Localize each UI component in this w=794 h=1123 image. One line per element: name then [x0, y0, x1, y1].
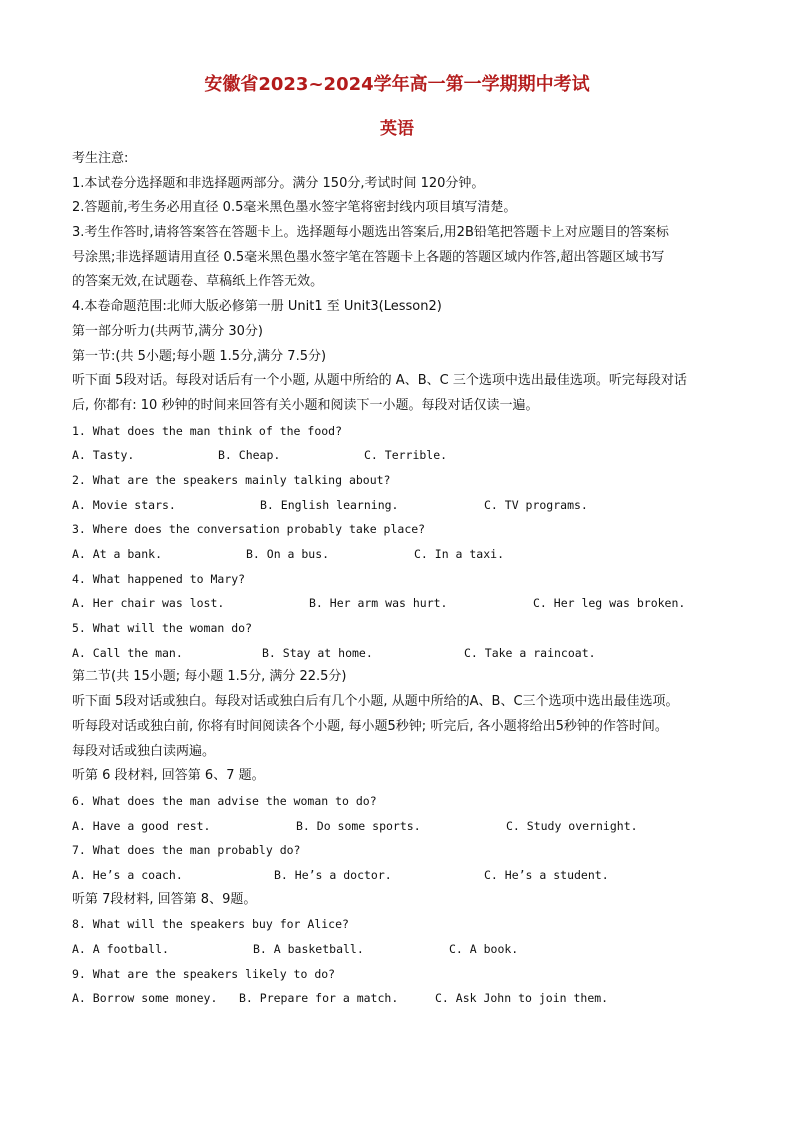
option-c: C. Terrible.: [364, 448, 448, 463]
options-2: [72, 493, 724, 518]
exam-body: [72, 147, 724, 1011]
option-c: C. Take a raincoat.: [464, 645, 596, 660]
option-c: C. In a taxi.: [414, 547, 505, 561]
options-5: [72, 641, 724, 666]
part1-heading: 第一部分听力(共两节,满分 30分): [72, 323, 263, 339]
subject-title: 英语: [380, 119, 414, 139]
notice-item: 4.本卷命题范围:北师大版必修第一册 Unit1 至 Unit3(Lesson2): [72, 299, 442, 315]
options-3: [72, 542, 724, 567]
exam-title: 安徽省2023~2024学年高一第一学期期中考试: [204, 74, 590, 95]
option-a: A. Movie stars.: [72, 497, 176, 512]
option-c: C. Study overnight.: [506, 818, 638, 833]
material-7-heading: 听第 7段材料, 回答第 8、9题。: [72, 891, 257, 907]
option-b: B. Her arm was hurt.: [309, 596, 448, 611]
option-a: A. Call the man.: [72, 645, 183, 660]
notice-item: 3.考生作答时,请将答案答在答题卡上。选择题每小题选出答案后,用2B铅笔把答题卡上对应题目的答案标: [72, 225, 669, 241]
section2-heading: 第二节(共 15小题; 每小题 1.5分, 满分 22.5分): [72, 669, 347, 685]
options-1: [72, 443, 724, 468]
option-b: B. English learning.: [260, 497, 399, 512]
option-a: A. He’s a coach.: [72, 867, 183, 882]
option-a: A. A football.: [72, 942, 169, 956]
option-c: C. TV programs.: [484, 497, 588, 512]
option-a: A. At a bank.: [72, 547, 163, 561]
question-6: 6. What does the man advise the woman to do?: [72, 793, 377, 808]
question-9: 9. What are the speakers likely to do?: [72, 966, 336, 981]
option-a: A. Borrow some money.: [72, 991, 218, 1006]
question-2: 2. What are the speakers mainly talking about?: [72, 472, 391, 487]
notice-item: 的答案无效,在试题卷、草稿纸上作答无效。: [72, 274, 324, 290]
option-b: B. Prepare for a match.: [239, 991, 399, 1006]
question-8: 8. What will the speakers buy for Alice?: [72, 917, 349, 932]
notice-item: 2.答题前,考生务必用直径 0.5毫米黑色墨水签字笔将密封线内项目填写清楚。: [72, 200, 517, 216]
option-c: C. He’s a student.: [484, 867, 609, 882]
notice-heading: 考生注意:: [72, 151, 129, 166]
question-4: 4. What happened to Mary?: [72, 571, 246, 586]
option-b: B. Do some sports.: [296, 818, 421, 833]
section1-instructions: 后, 你都有: 10 秒钟的时间来回答有关小题和阅读下一小题。每段对话仅读一遍。: [72, 397, 539, 413]
option-b: B. He’s a doctor.: [274, 867, 392, 882]
options-4: [72, 591, 724, 616]
option-c: C. Her leg was broken.: [533, 596, 686, 611]
option-a: A. Tasty.: [72, 448, 135, 463]
options-9: [72, 986, 724, 1011]
options-7: [72, 863, 724, 888]
section1-heading: 第一节:(共 5小题;每小题 1.5分,满分 7.5分): [72, 348, 327, 364]
options-6: [72, 814, 724, 839]
notice-item: 1.本试卷分选择题和非选择题两部分。满分 150分,考试时间 120分钟。: [72, 175, 485, 191]
option-b: B. On a bus.: [246, 547, 330, 561]
option-c: C. Ask John to join them.: [435, 991, 609, 1006]
question-1: 1. What does the man think of the food?: [72, 423, 343, 438]
question-5: 5. What will the woman do?: [72, 621, 253, 636]
options-8: [72, 937, 724, 962]
notice-item: 号涂黑;非选择题请用直径 0.5毫米黑色墨水签字笔在答题卡上各题的答题区域内作答,超出答题区域书写: [72, 249, 665, 265]
question-7: 7. What does the man probably do?: [72, 843, 301, 858]
material-6-heading: 听第 6 段材料, 回答第 6、7 题。: [72, 768, 265, 784]
section1-instructions: 听下面 5段对话。每段对话后有一个小题, 从题中所给的 A、B、C 三个选项中选出最佳选项。听完每段对话: [72, 373, 687, 389]
option-b: B. Stay at home.: [262, 645, 373, 660]
section2-instructions: 听下面 5段对话或独白。每段对话或独白后有几个小题, 从题中所给的A、B、C三个选项中选出最佳选项。: [72, 694, 679, 710]
section2-instructions: 听每段对话或独白前, 你将有时间阅读各个小题, 每小题5秒钟; 听完后, 各小题将给出5秒钟的作答时间。: [72, 718, 668, 734]
option-c: C. A book.: [449, 942, 519, 956]
option-b: B. A basketball.: [253, 942, 364, 956]
option-a: A. Have a good rest.: [72, 818, 211, 833]
option-b: B. Cheap.: [218, 448, 281, 463]
option-a: A. Her chair was lost.: [72, 596, 225, 611]
question-3: 3. Where does the conversation probably take place?: [72, 522, 426, 537]
section2-instructions: 每段对话或独白读两遍。: [72, 743, 216, 759]
